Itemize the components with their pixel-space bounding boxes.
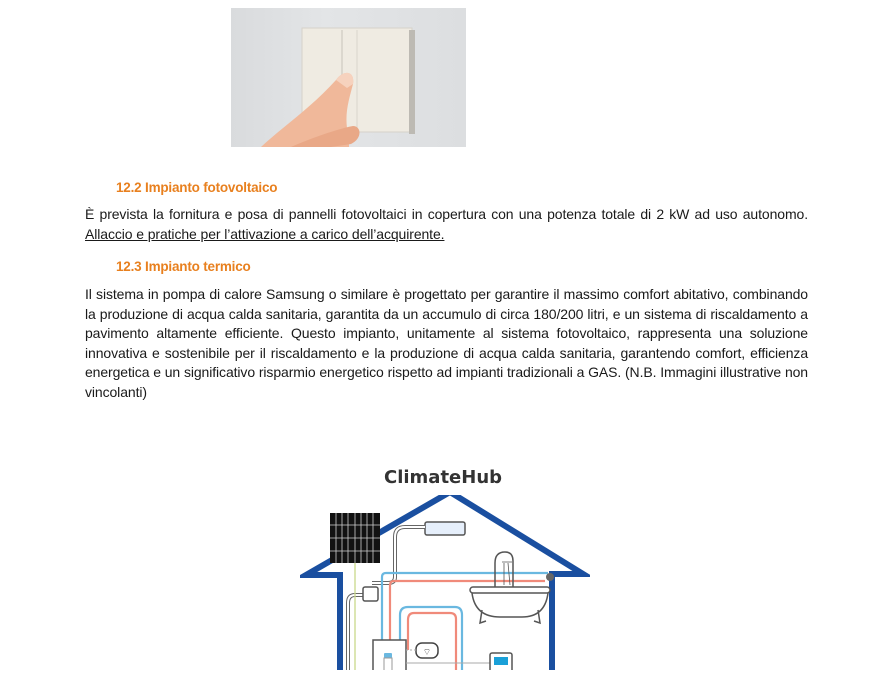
diagram-title: ClimateHub [384, 467, 503, 488]
paragraph-fotovoltaico [85, 205, 808, 244]
svg-text:⌔: ⌔ [422, 647, 432, 657]
bathtub-icon [470, 552, 550, 623]
solar-panel-icon [330, 513, 380, 563]
fotovoltaico-text: È prevista la fornitura e posa di pannelli fotovoltaici in copertura con una potenza totale di 2 kW ad uso autonomo. [85, 206, 808, 222]
faucet-icon [546, 573, 554, 581]
junction-box-icon [363, 587, 378, 601]
termico-text: Il sistema in pompa di calore Samsung o similare è progettato per garantire il massimo comfort abitativo, combinando la produzione di acqua calda sanitaria, garantita da un accumulo di circa 180/200 litri, e un sistema di riscaldamento a pavimento altamente efficiente. Questo impianto, unitamente al sistema fotovoltaico, rappresenta una soluzione innovativa e sostenibile per il riscaldamento e la produzione di acqua calda sanitaria, garantendo comfort, efficienza energetica e un significativo risparmio energetico rispetto ad impianti tradizionali a GAS. (N.B. Immagini illustrative non vincolanti) [85, 286, 808, 400]
switch-photo [231, 8, 466, 147]
air-conditioner-icon [425, 522, 465, 535]
climatehub-diagram [300, 495, 590, 670]
fotovoltaico-note-underlined: Allaccio e pratiche per l’attivazione a carico dell’acquirente. [85, 225, 445, 242]
paragraph-termico [85, 285, 808, 403]
section-heading-fotovoltaico: 12.2 Impianto fotovoltaico [116, 180, 278, 195]
section-heading-termico: 12.3 Impianto termico [116, 259, 251, 274]
hand-switch-illustration [231, 8, 466, 147]
